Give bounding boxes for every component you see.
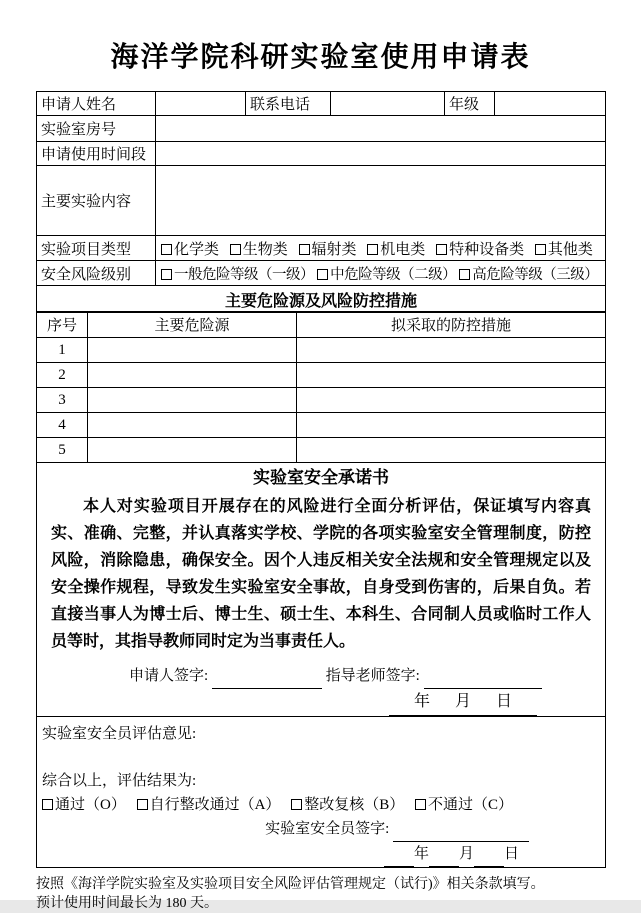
time-label: 申请使用时间段 [37, 142, 156, 166]
hazard-measures-input-cell[interactable] [297, 363, 606, 388]
risk-level-row [37, 261, 606, 286]
project-type-option-chemical [161, 242, 219, 258]
risk-level-option-medium [317, 267, 456, 283]
evaluation-sign-row [42, 817, 601, 842]
content-input-cell[interactable] [156, 166, 606, 236]
option-label: 整改复核（B） [304, 797, 405, 813]
project-type-option-biological [230, 242, 288, 258]
hazard-source-input-cell[interactable] [88, 338, 297, 363]
hazard-row-1 [37, 338, 606, 363]
time-input-cell[interactable] [156, 142, 606, 166]
evaluation-date-row [42, 842, 601, 867]
commitment-cell [37, 463, 606, 717]
checkbox-icon[interactable] [535, 244, 546, 255]
month-label: 月 [458, 846, 474, 862]
option-label: 一般危险等级（一级） [174, 266, 314, 283]
evaluation-option-rectify-recheck [291, 797, 404, 813]
checkbox-icon[interactable] [459, 269, 470, 280]
commitment-body: 本人对实验项目开展存在的风险进行全面分析评估，保证填写内容真实、准确、完整，并认真落实学校、学院的各项实验室安全管理制度，防控风险，消除隐患，确保安全。因个人违反相关安全法规和安全管理规定以及安全操作规程，导致发生实验室安全事故，自身受到伤害的，后果自负。若直接当事人为博士后、博士生、硕士生、本科生、合同制人员或临时工作人员等时，其指导教师同时定为当事责任人。 [51, 498, 591, 650]
hazard-source-input-cell[interactable] [88, 363, 297, 388]
option-label: 辐射类 [311, 241, 357, 258]
day-blank-line[interactable] [474, 852, 504, 867]
year-label: 年 [413, 846, 429, 862]
hazard-row-number: 1 [37, 338, 88, 363]
footnotes [36, 875, 641, 913]
hazard-section-title-row [37, 286, 606, 313]
hazard-section-title: 主要危险源及风险防控措施 [37, 286, 606, 313]
risk-level-options-cell [156, 261, 606, 286]
evaluation-opinion-blank-area[interactable] [42, 746, 601, 769]
phone-label: 联系电话 [246, 92, 331, 116]
room-row [37, 116, 606, 142]
safety-officer-sign-label: 实验室安全员签字: [265, 821, 390, 837]
hazard-row-number: 5 [37, 438, 88, 463]
option-label: 机电类 [380, 241, 426, 258]
month-label: 月 [454, 693, 471, 710]
checkbox-icon[interactable] [317, 269, 328, 280]
applicant-sign-label: 申请人签字: [129, 668, 209, 684]
hazard-table [36, 311, 606, 868]
project-type-label: 实验项目类型 [37, 236, 156, 261]
checkbox-icon[interactable] [230, 244, 241, 255]
advisor-sign-label: 指导老师签字: [325, 668, 420, 684]
option-label: 特种设备类 [449, 241, 525, 258]
option-label: 不通过（C） [427, 797, 513, 813]
checkbox-icon[interactable] [42, 799, 53, 810]
content-label: 主要实验内容 [37, 166, 156, 236]
evaluation-option-self-rectify-pass [137, 797, 281, 813]
hazard-source-input-cell[interactable] [88, 413, 297, 438]
checkbox-icon[interactable] [299, 244, 310, 255]
evaluation-option-fail [415, 797, 513, 813]
hazard-measures-input-cell[interactable] [297, 413, 606, 438]
hazard-source-input-cell[interactable] [88, 388, 297, 413]
applicant-name-label: 申请人姓名 [37, 92, 156, 116]
applicant-signature-line[interactable] [212, 673, 322, 689]
project-type-row [37, 236, 606, 261]
option-label: 化学类 [174, 241, 220, 258]
project-type-option-radiation [299, 242, 357, 258]
checkbox-icon[interactable] [436, 244, 447, 255]
info-table [36, 91, 606, 313]
evaluation-cell [37, 717, 606, 868]
hazard-header-row [37, 312, 606, 338]
project-type-option-electromechanical [367, 242, 425, 258]
checkbox-icon[interactable] [367, 244, 378, 255]
day-label: 日 [503, 846, 519, 862]
commitment-date-row [51, 689, 591, 716]
option-label: 其他类 [547, 241, 593, 258]
hazard-row-number: 3 [37, 388, 88, 413]
risk-level-option-general [161, 267, 314, 283]
applicant-row [37, 92, 606, 116]
month-blank-line[interactable] [429, 852, 459, 867]
evaluation-row [37, 717, 606, 868]
phone-input-cell[interactable] [331, 92, 445, 116]
hazard-row-2 [37, 363, 606, 388]
checkbox-icon[interactable] [161, 244, 172, 255]
commitment-date-line[interactable] [389, 694, 537, 716]
hazard-row-number: 4 [37, 413, 88, 438]
hazard-row-3 [37, 388, 606, 413]
footnote-max-duration: 预计使用时间最长为 180 天。 [36, 896, 218, 911]
checkbox-icon[interactable] [161, 269, 172, 280]
hazard-measures-input-cell[interactable] [297, 438, 606, 463]
project-type-options-cell [156, 236, 606, 261]
project-type-option-other [535, 242, 593, 258]
evaluation-options-row [42, 793, 601, 817]
year-blank-line[interactable] [384, 852, 414, 867]
option-label: 自行整改通过（A） [149, 797, 281, 813]
hazard-measures-input-cell[interactable] [297, 338, 606, 363]
option-label: 中危险等级（二级） [330, 266, 457, 283]
hazard-row-4 [37, 413, 606, 438]
hazard-col-no-header: 序号 [37, 312, 88, 338]
project-type-option-special-equipment [436, 242, 524, 258]
safety-officer-signature-line[interactable] [393, 826, 529, 842]
room-label: 实验室房号 [37, 116, 156, 142]
hazard-row-number: 2 [37, 363, 88, 388]
option-label: 通过（O） [55, 797, 126, 813]
grade-label: 年级 [445, 92, 495, 116]
commitment-row [37, 463, 606, 717]
evaluation-result-label: 综合以上，评估结果为: [42, 773, 197, 789]
option-label: 生物类 [242, 241, 288, 258]
form-title: 海洋学院科研实验室使用申请表 [110, 42, 531, 73]
option-label: 高危险等级（三级） [472, 266, 599, 283]
year-label: 年 [413, 693, 430, 710]
hazard-source-input-cell[interactable] [88, 438, 297, 463]
content-row [37, 166, 606, 236]
evaluation-opinion-label: 实验室安全员评估意见: [42, 726, 197, 742]
hazard-measures-input-cell[interactable] [297, 388, 606, 413]
commitment-signature-row [51, 663, 591, 689]
applicant-name-input-cell[interactable] [156, 92, 246, 116]
hazard-col-measures-header: 拟采取的防控措施 [297, 312, 606, 338]
grade-input-cell[interactable] [495, 92, 606, 116]
evaluation-option-pass [42, 797, 126, 813]
hazard-row-5 [37, 438, 606, 463]
advisor-signature-line[interactable] [424, 673, 542, 689]
room-input-cell[interactable] [156, 116, 606, 142]
risk-level-option-high [459, 267, 598, 283]
footnote-regulation: 按照《海洋学院实验室及实验项目安全风险评估管理规定（试行)》相关条款填写。 [36, 877, 545, 892]
checkbox-icon[interactable] [291, 799, 302, 810]
risk-level-label: 安全风险级别 [37, 261, 156, 286]
time-row [37, 142, 606, 166]
day-label: 日 [495, 693, 512, 710]
hazard-col-source-header: 主要危险源 [88, 312, 297, 338]
checkbox-icon[interactable] [415, 799, 426, 810]
checkbox-icon[interactable] [137, 799, 148, 810]
commitment-title: 实验室安全承诺书 [253, 468, 389, 487]
